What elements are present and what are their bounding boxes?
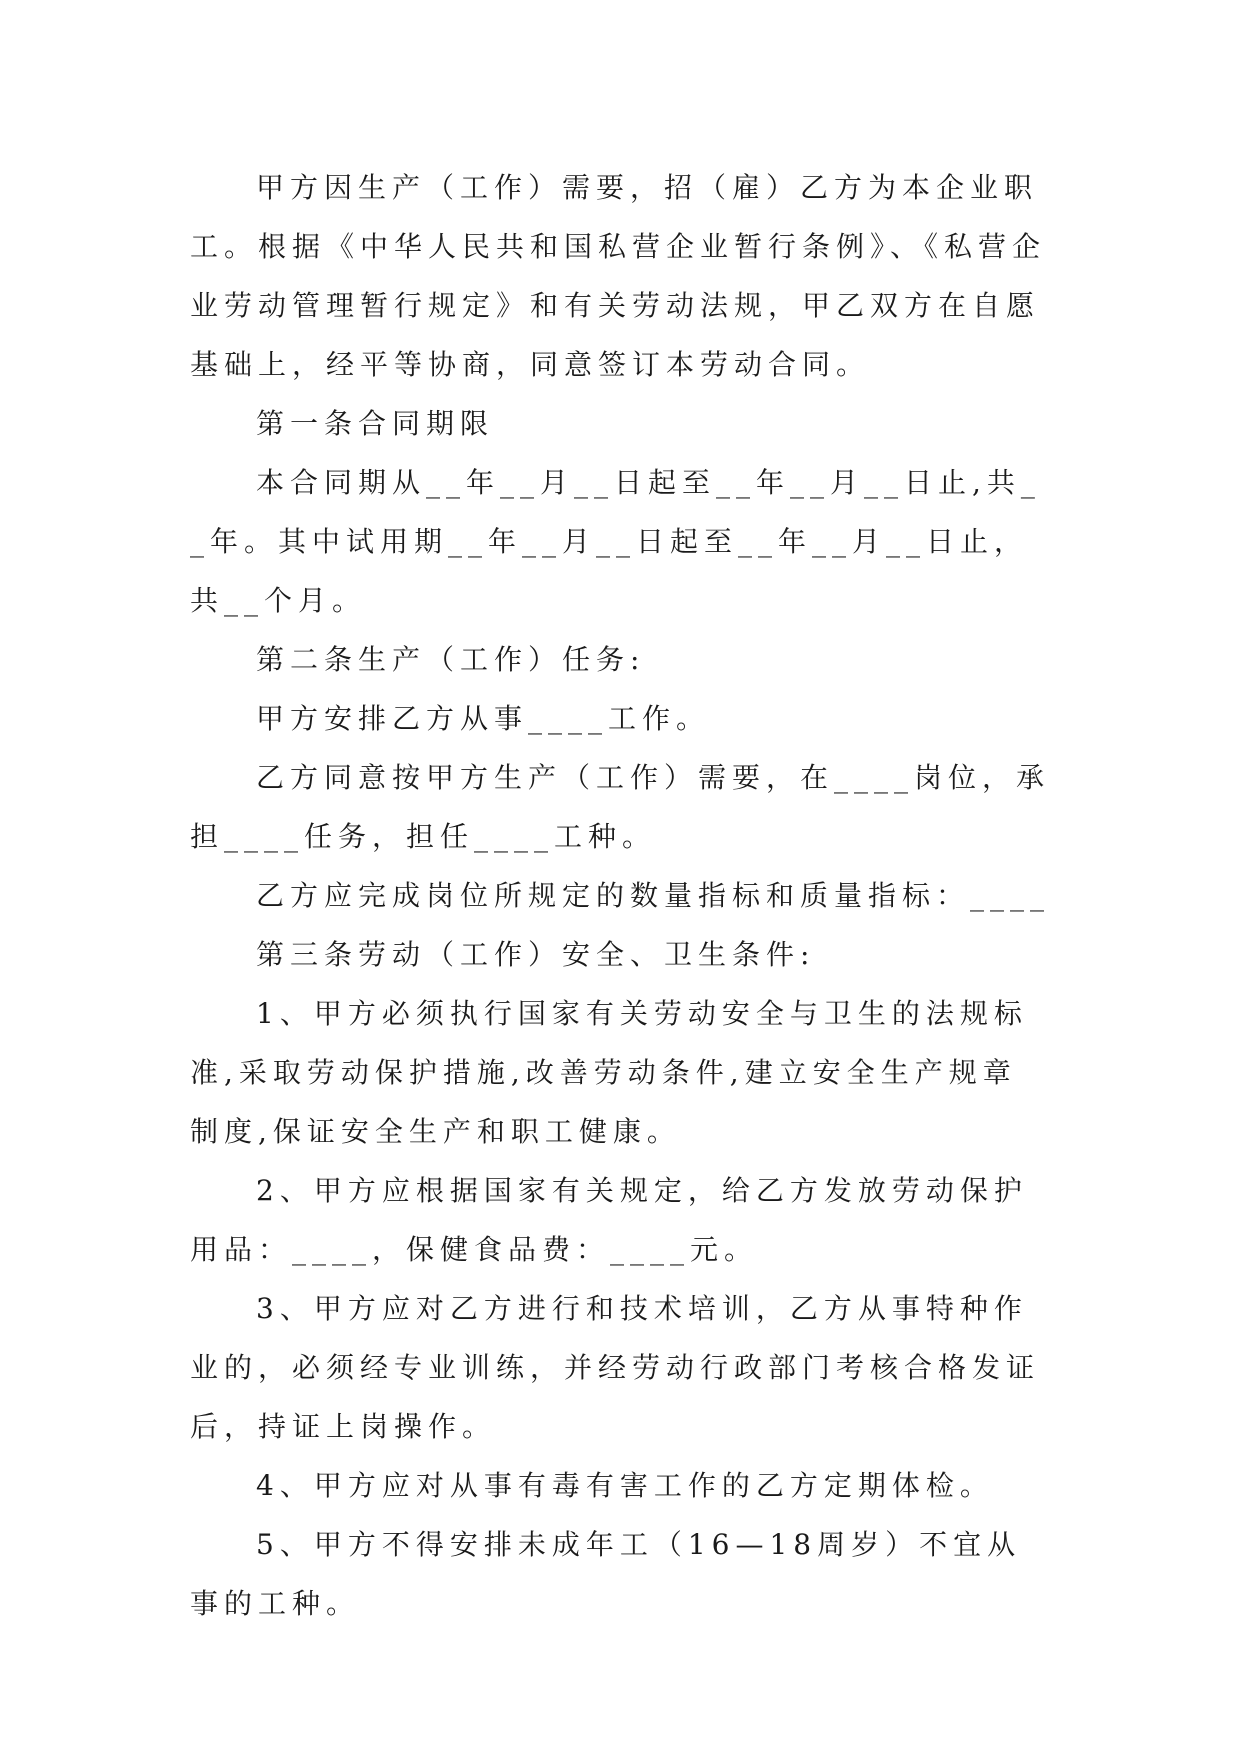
position-paragraph: 乙方同意按甲方生产（工作）需要，在____岗位，承担____任务，担任____工种。	[190, 761, 1051, 853]
safety-clause-4: 4、甲方应对从事有毒有害工作的乙方定期体检。	[256, 1469, 994, 1502]
safety-clause-2: 2、甲方应根据国家有关规定，给乙方发放劳动保护用品：____，保健食品费：____元。	[190, 1174, 1028, 1266]
article-2-heading: 第二条生产（工作）任务:	[256, 643, 646, 676]
quota-paragraph: 乙方应完成岗位所规定的数量指标和质量指标：____	[256, 879, 1051, 912]
article-3-heading: 第三条劳动（工作）安全、卫生条件:	[256, 938, 816, 971]
contract-term-paragraph: 本合同期从__年__月__日起至__年__月__日止,共__年。其中试用期__年__月__日起至__年__月__日止，共__个月。	[190, 466, 1041, 617]
safety-clause-5: 5、甲方不得安排未成年工（16—18周岁）不宜从事的工种。	[190, 1528, 1022, 1620]
contract-body	[190, 158, 1050, 1633]
intro-paragraph: 甲方因生产（工作）需要，招（雇）乙方为本企业职工。根据《中华人民共和国私营企业暂行条例》、《私营企业劳动管理暂行规定》和有关劳动法规，甲乙双方在自愿基础上，经平等协商，同意签订本劳动合同。	[190, 171, 1047, 381]
safety-clause-3: 3、甲方应对乙方进行和技术培训，乙方从事特种作业的，必须经专业训练，并经劳动行政部门考核合格发证后，持证上岗操作。	[190, 1292, 1041, 1443]
safety-clause-1: 1、甲方必须执行国家有关劳动安全与卫生的法规标准,采取劳动保护措施,改善劳动条件,建立安全生产规章制度,保证安全生产和职工健康。	[190, 997, 1028, 1148]
work-assignment-paragraph: 甲方安排乙方从事____工作。	[256, 702, 711, 735]
article-1-heading: 第一条合同期限	[256, 407, 495, 440]
